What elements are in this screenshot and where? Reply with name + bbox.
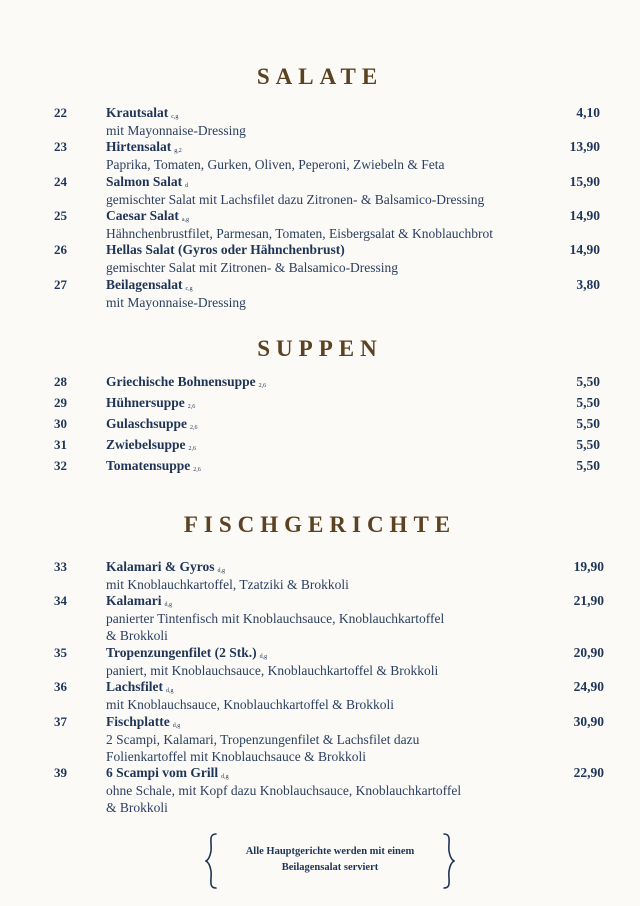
item-description: mit Knoblauchkartoffel, Tzatziki & Brokkoli [106, 577, 349, 592]
item-name: Fischplatte d,g [106, 714, 181, 729]
item-name: Tomatensuppe 2,6 [106, 458, 201, 473]
item-price: 22,90 [573, 765, 604, 780]
footnote-line-2: Beilagensalat serviert [281, 862, 379, 873]
allergen-codes: d [185, 183, 189, 189]
item-number: 39 [54, 765, 67, 780]
item-number: 34 [54, 593, 67, 608]
item-price: 5,50 [576, 458, 600, 473]
allergen-codes: 2,6 [258, 383, 267, 389]
allergen-codes: g,2 [174, 148, 182, 154]
item-price: 5,50 [576, 374, 600, 389]
allergen-codes: d,g [217, 568, 225, 574]
item-number: 25 [54, 208, 67, 223]
allergen-codes: c,g [185, 286, 193, 292]
item-description: paniert, mit Knoblauchsauce, Knoblauchkartoffel & Brokkoli [106, 663, 439, 678]
item-name: Griechische Bohnensuppe 2,6 [106, 374, 267, 389]
item-description: Folienkartoffel mit Knoblauchsauce & Brokkoli [106, 749, 366, 764]
allergen-codes: d,g [164, 602, 172, 608]
item-description: 2 Scampi, Kalamari, Tropenzungenfilet & Lachsfilet dazu [106, 732, 420, 747]
item-price: 19,90 [573, 559, 604, 574]
allergen-codes: 2,6 [190, 425, 198, 431]
item-price: 30,90 [573, 714, 604, 729]
item-name: Hirtensalat g,2 [106, 139, 182, 154]
item-description: mit Knoblauchsauce, Knoblauchkartoffel & Brokkoli [106, 697, 395, 712]
item-number: 36 [54, 679, 67, 694]
item-number: 22 [54, 105, 67, 120]
item-name: 6 Scampi vom Grill d,g [106, 765, 229, 780]
footnote [205, 833, 455, 889]
item-price: 3,80 [576, 277, 600, 292]
item-price: 24,90 [573, 679, 604, 694]
item-price: 20,90 [573, 645, 604, 660]
allergen-codes: d,g [172, 723, 181, 729]
section-title-salate: SALATE [256, 64, 384, 89]
allergen-codes: 2,6 [187, 404, 196, 410]
allergen-codes: d,g [259, 654, 268, 660]
item-price: 5,50 [576, 395, 600, 410]
item-name: Caesar Salat a,g [106, 208, 190, 223]
item-name: Kalamari & Gyros d,g [106, 559, 225, 574]
item-price: 15,90 [569, 174, 600, 189]
item-number: 23 [54, 139, 67, 154]
item-description: panierter Tintenfisch mit Knoblauchsauce, Knoblauchkartoffel [106, 611, 445, 626]
item-number: 35 [54, 645, 67, 660]
item-number: 33 [54, 559, 67, 574]
item-price: 5,50 [576, 437, 600, 452]
right-brace-icon [441, 833, 455, 889]
item-name: Hellas Salat (Gyros oder Hähnchenbrust) [106, 242, 345, 257]
item-number: 24 [54, 174, 67, 189]
item-description: Hähnchenbrustfilet, Parmesan, Tomaten, Eisbergsalat & Knoblauchbrot [106, 226, 493, 241]
allergen-codes: d,g [166, 688, 174, 694]
item-number: 27 [54, 277, 67, 292]
item-name: Tropenzungenfilet (2 Stk.) d,g [106, 645, 268, 660]
item-description: Paprika, Tomaten, Gurken, Oliven, Peperoni, Zwiebeln & Feta [106, 157, 445, 172]
item-description: & Brokkoli [106, 628, 168, 643]
item-price: 14,90 [569, 242, 600, 257]
item-name: Zwiebelsuppe 2,6 [106, 437, 197, 452]
item-name: Gulaschsuppe 2,6 [106, 416, 198, 431]
section-title-fischgerichte: FISCHGERICHTE [183, 512, 457, 537]
allergen-codes: a,g [181, 217, 190, 223]
item-description: gemischter Salat mit Zitronen- & Balsamico-Dressing [106, 260, 399, 275]
allergen-codes: 2,6 [193, 467, 201, 473]
allergen-codes: 2,6 [188, 446, 197, 452]
item-name: Kalamari d,g [106, 593, 172, 608]
item-number: 26 [54, 242, 67, 257]
item-number: 37 [54, 714, 67, 729]
item-price: 21,90 [573, 593, 604, 608]
item-number: 32 [54, 458, 67, 473]
allergen-codes: d,g [221, 774, 229, 780]
item-name: Hühnersuppe 2,6 [106, 395, 196, 410]
allergen-codes: c,g [171, 114, 179, 120]
item-price: 4,10 [576, 105, 600, 120]
item-name: Krautsalat c,g [106, 105, 179, 120]
item-number: 31 [54, 437, 67, 452]
item-description: mit Mayonnaise-Dressing [106, 295, 246, 310]
item-name: Beilagensalat c,g [106, 277, 193, 292]
footnote-text [217, 844, 443, 876]
section-title-suppen: SUPPEN [257, 336, 383, 361]
item-price: 5,50 [576, 416, 600, 431]
item-name: Lachsfilet d,g [106, 679, 174, 694]
item-description: & Brokkoli [106, 800, 168, 815]
item-price: 14,90 [569, 208, 600, 223]
item-number: 28 [54, 374, 67, 389]
item-number: 29 [54, 395, 67, 410]
item-description: ohne Schale, mit Kopf dazu Knoblauchsauce, Knoblauchkartoffel [106, 783, 462, 798]
item-description: gemischter Salat mit Lachsfilet dazu Zitronen- & Balsamico-Dressing [106, 192, 485, 207]
item-number: 30 [54, 416, 67, 431]
item-description: mit Mayonnaise-Dressing [106, 123, 246, 138]
item-name: Salmon Salat d [106, 174, 189, 189]
footnote-line-1: Alle Hauptgerichte werden mit einem [245, 846, 415, 857]
item-price: 13,90 [569, 139, 600, 154]
